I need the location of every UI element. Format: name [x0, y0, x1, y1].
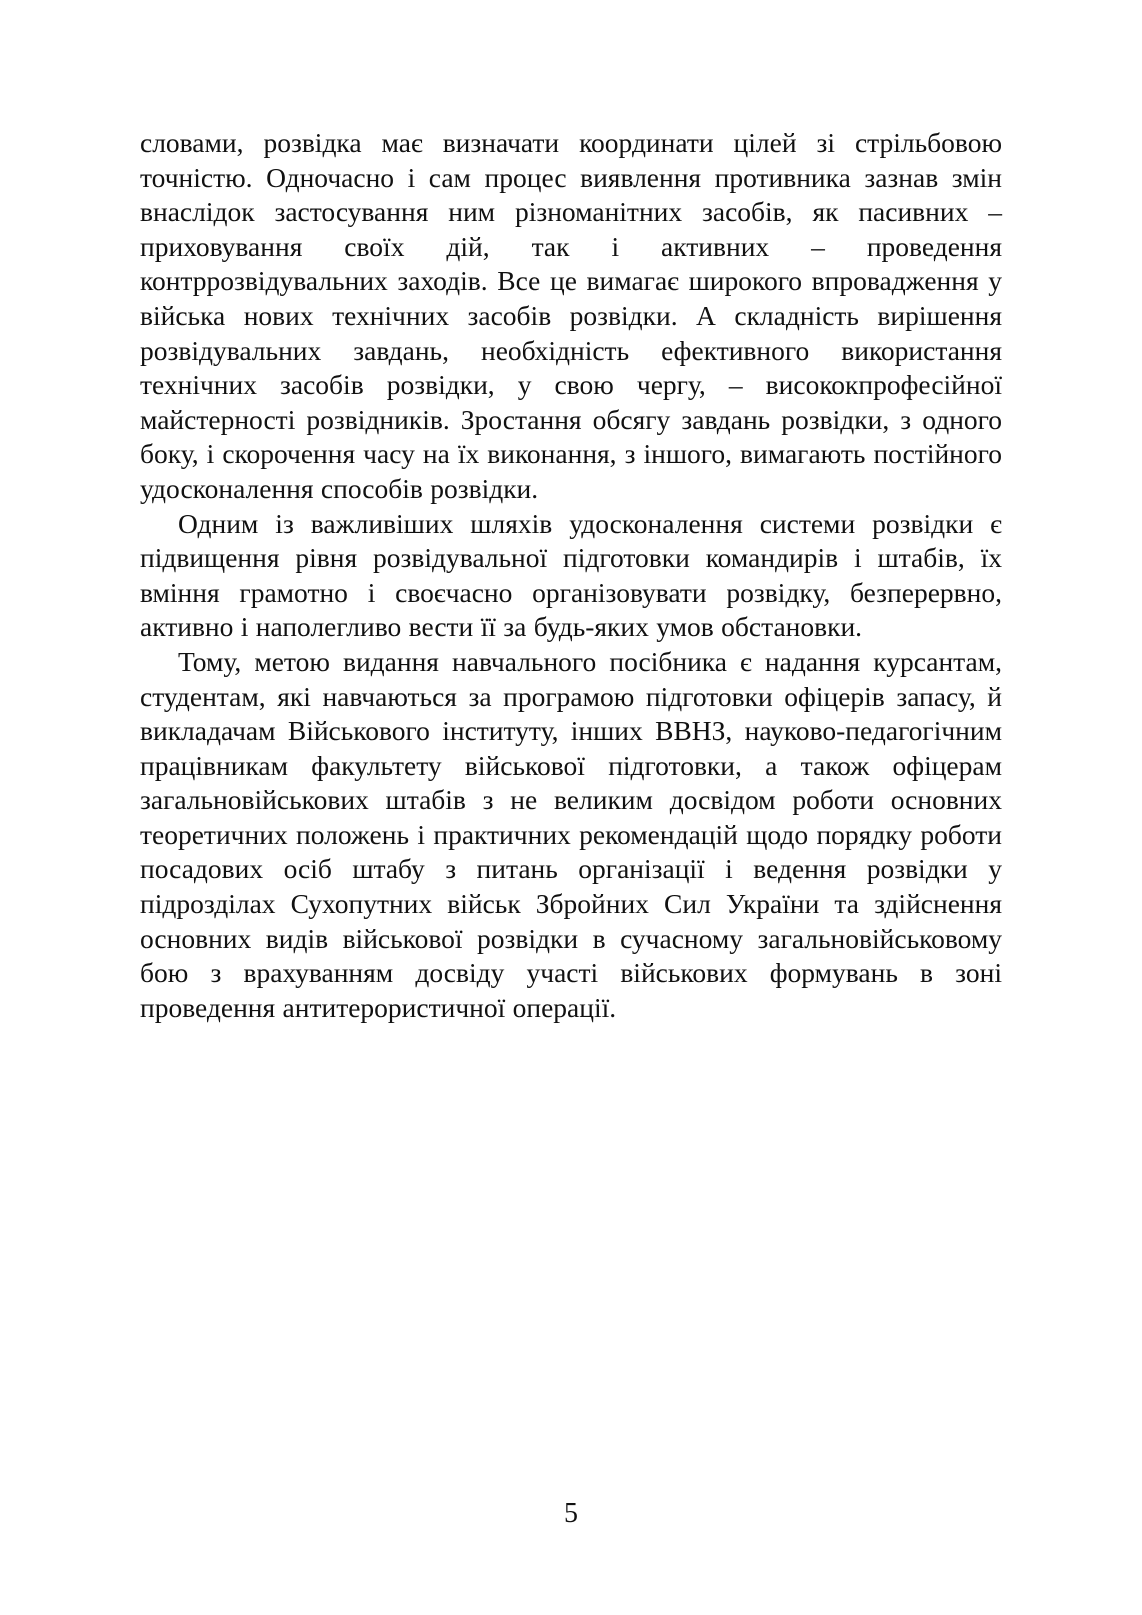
body-text [140, 126, 1002, 1025]
paragraph-continuation: словами, розвідка має визначати координати цілей зі стрільбовою точністю. Одночасно і сам процес виявлення противника зазнав змін внаслідок застосування ним різноманітних засобів, як пасивних – приховування своїх дій, так і активних – проведення контррозвідувальних заходів. Все це вимагає широкого впровадження у війська нових технічних засобів розвідки. А складність вирішення розвідувальних завдань, необхідність ефективного використання технічних засобів розвідки, у свою чергу, – висококпрофесійної майстерності розвідників. Зростання обсягу завдань розвідки, з одного боку, і скорочення часу на їх виконання, з іншого, вимагають постійного удосконалення способів розвідки. [140, 127, 1002, 504]
paragraph: Одним із важливіших шляхів удосконалення системи розвідки є підвищення рівня розвідувальної підготовки командирів і штабів, їх вміння грамотно і своєчасно організовувати розвідку, безперервно, активно і наполегливо вести її за будь-яких умов обстановки. [140, 507, 1002, 643]
paragraph: Тому, метою видання навчального посібника є надання курсантам, студентам, які навчаються за програмою підготовки офіцерів запасу, й викладачам Військового інституту, інших ВВНЗ, науково-педагогічним працівникам факультету військової підготовки, а також офіцерам загальновійськових штабів з не великим досвідом роботи основних теоретичних положень і практичних рекомендацій щодо порядку роботи посадових осіб штабу з питань організації і ведення розвідки у підрозділах Сухопутних військ Збройних Сил України та здійснення основних видів військової розвідки в сучасному загальновійськовому бою з врахуванням досвіду участі військових формувань в зоні проведення антитерористичної операції. [140, 645, 1002, 1023]
page-number: 5 [564, 1498, 578, 1529]
